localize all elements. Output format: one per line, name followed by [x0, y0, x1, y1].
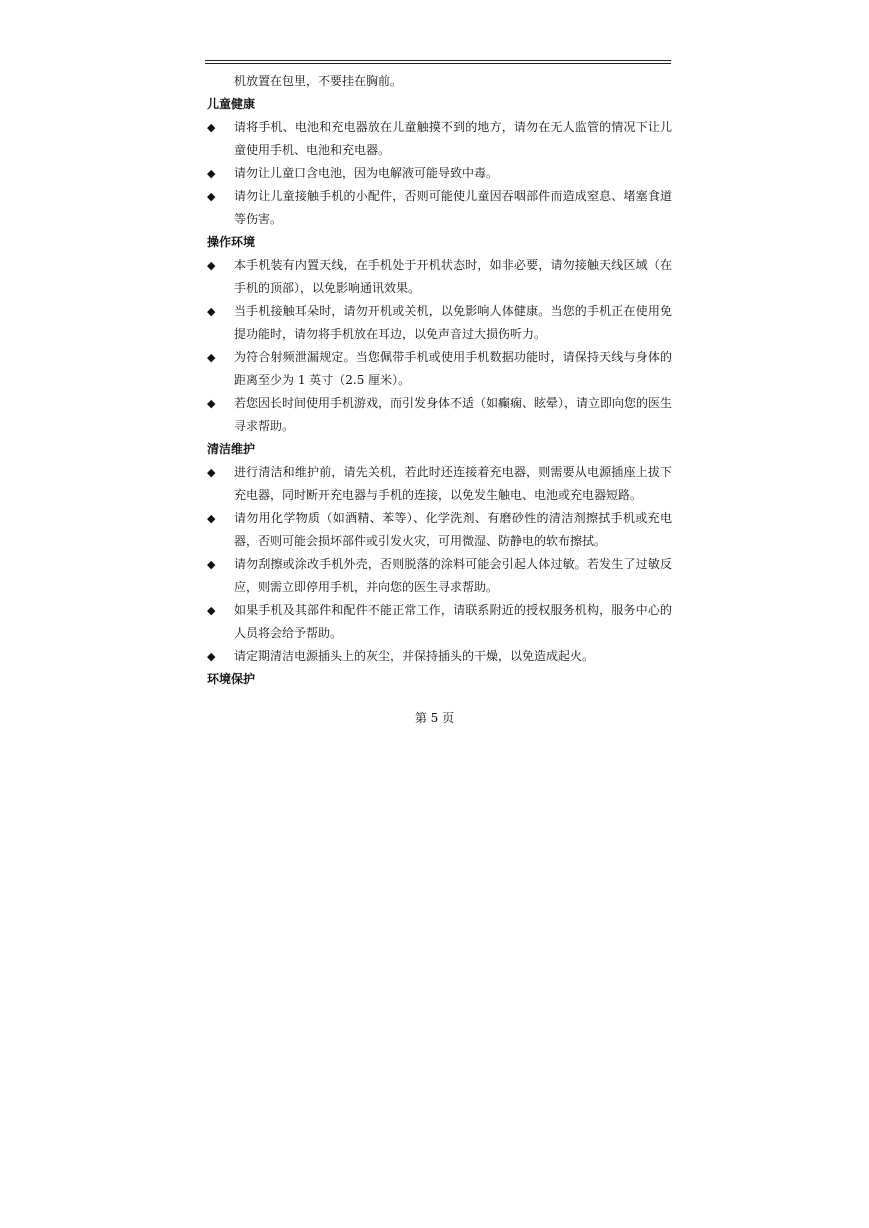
diamond-bullet-icon: ◆ — [207, 121, 216, 134]
bullet-text: 本手机装有内置天线，在手机处于开机状态时，如非必要，请勿接触天线区域（在手机的顶部），以免影响通讯效果。 — [234, 258, 672, 295]
section-heading: 清洁维护 — [207, 442, 256, 456]
bullet-text: 如果手机及其部件和配件不能正常工作，请联系附近的授权服务机构，服务中心的人员将会给予帮助。 — [234, 603, 672, 640]
section-heading: 儿童健康 — [207, 97, 256, 111]
bullet-item — [207, 300, 672, 346]
sections-container — [207, 93, 672, 691]
bullet-item — [207, 507, 672, 553]
bullet-text: 当手机接触耳朵时，请勿开机或关机，以免影响人体健康。当您的手机正在使用免提功能时，请勿将手机放在耳边，以免声音过大损伤听力。 — [234, 304, 672, 341]
bullet-item — [207, 254, 672, 300]
diamond-bullet-icon: ◆ — [207, 305, 216, 318]
bullet-text: 若您因长时间使用手机游戏，而引发身体不适（如癫痫、眩晕），请立即向您的医生寻求帮助。 — [234, 396, 673, 433]
bullet-text: 请勿让儿童口含电池，因为电解液可能导致中毒。 — [234, 166, 499, 180]
bullet-text: 请勿用化学物质（如酒精、苯等）、化学洗剂、有磨砂性的清洁剂擦拭手机或充电器，否则可能会损坏部件或引发火灾，可用微湿、防静电的软布擦拭。 — [234, 511, 672, 548]
bullet-text: 请将手机、电池和充电器放在儿童触摸不到的地方，请勿在无人监管的情况下让儿童使用手机、电池和充电器。 — [234, 120, 672, 157]
page-content — [207, 70, 672, 691]
section-heading: 环境保护 — [207, 672, 256, 686]
section-heading: 操作环境 — [207, 235, 256, 249]
diamond-bullet-icon: ◆ — [207, 650, 216, 663]
header-rule — [205, 60, 671, 64]
bullet-text: 为符合射频泄漏规定。当您佩带手机或使用手机数据功能时，请保持天线与身体的距离至少为 1 英寸（2.5 厘米）。 — [234, 350, 672, 387]
diamond-bullet-icon: ◆ — [207, 190, 216, 203]
diamond-bullet-icon: ◆ — [207, 259, 216, 272]
diamond-bullet-icon: ◆ — [207, 466, 216, 479]
bullet-item — [207, 599, 672, 645]
bullet-item — [207, 392, 672, 438]
bullet-item — [207, 553, 672, 599]
bullet-text: 请勿刮擦或涂改手机外壳，否则脱落的涂料可能会引起人体过敏。若发生了过敏反应，则需立即停用手机，并向您的医生寻求帮助。 — [234, 557, 672, 594]
bullet-text: 请勿让儿童接触手机的小配件，否则可能使儿童因吞咽部件而造成窒息、堵塞食道等伤害。 — [234, 189, 672, 226]
bullet-item — [207, 116, 672, 162]
diamond-bullet-icon: ◆ — [207, 558, 216, 571]
bullet-item — [207, 645, 672, 668]
bullet-item — [207, 185, 672, 231]
bullet-item — [207, 461, 672, 507]
continuation-text: 机放置在包里，不要挂在胸前。 — [234, 74, 403, 88]
bullet-item — [207, 162, 672, 185]
bullet-text: 进行清洁和维护前，请先关机，若此时还连接着充电器，则需要从电源插座上拔下充电器，同时断开充电器与手机的连接，以免发生触电、电池或充电器短路。 — [234, 465, 672, 502]
bullet-item — [207, 346, 672, 392]
bullet-text: 请定期清洁电源插头上的灰尘，并保持插头的干燥，以免造成起火。 — [234, 649, 595, 663]
diamond-bullet-icon: ◆ — [207, 397, 216, 410]
diamond-bullet-icon: ◆ — [207, 512, 216, 525]
diamond-bullet-icon: ◆ — [207, 351, 216, 364]
page-number: 第 5 页 — [414, 711, 455, 725]
diamond-bullet-icon: ◆ — [207, 604, 216, 617]
diamond-bullet-icon: ◆ — [207, 167, 216, 180]
